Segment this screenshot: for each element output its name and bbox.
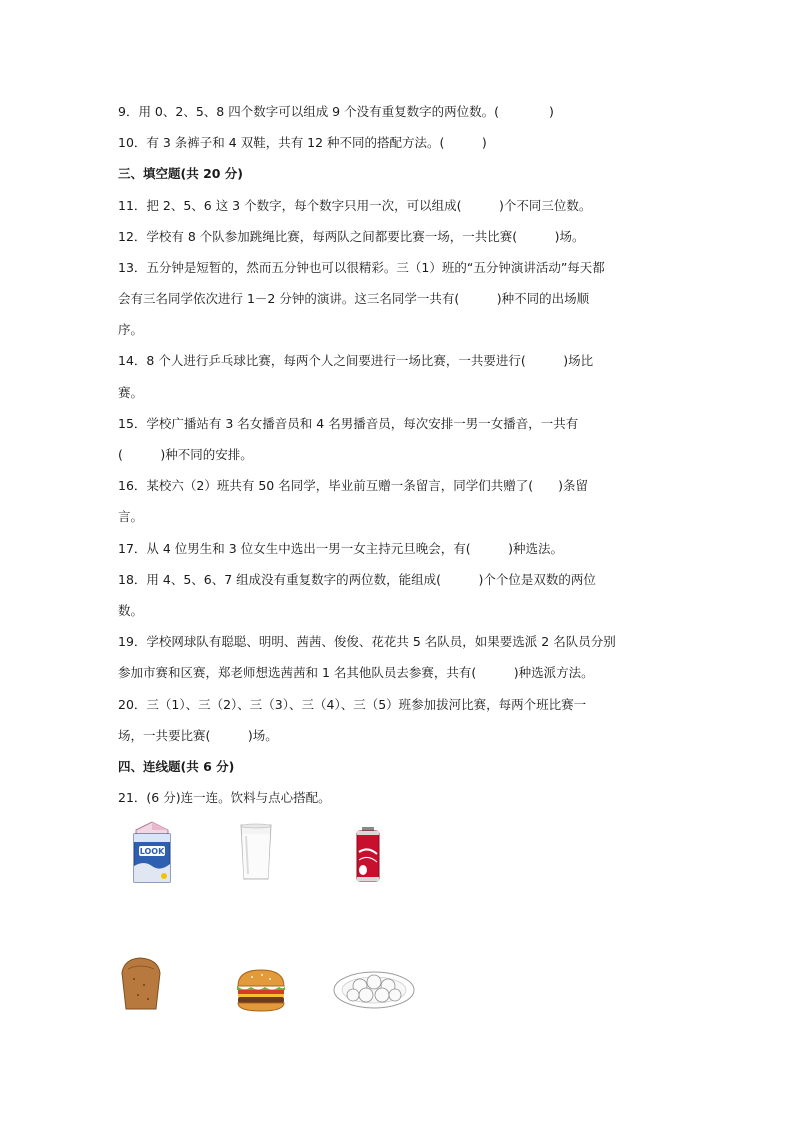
question-16-line-1: 16．某校六（2）班共有 50 名同学，毕业前互赠一条留言，同学们共赠了( )条留	[118, 478, 588, 493]
question-9: 9．用 0、2、5、8 四个数字可以组成 9 个没有重复数字的两位数。( )	[118, 104, 554, 119]
question-17: 17．从 4 位男生和 3 位女生中选出一男一女主持元旦晚会，有( )种选法。	[118, 541, 563, 556]
question-13-line-3: 序。	[118, 322, 144, 337]
question-13-line-1: 13．五分钟是短暂的，然而五分钟也可以很精彩。三（1）班的“五分钟演讲活动”每天都	[118, 260, 605, 275]
hamburger-image	[234, 966, 288, 1014]
question-14-line-2: 赛。	[118, 385, 144, 400]
milk-carton-label: LOOK	[139, 847, 165, 856]
section-heading-fill-in: 三、填空题(共 20 分)	[118, 166, 244, 181]
question-12: 12．学校有 8 个队参加跳绳比赛，每两队之间都要比赛一场，一共比赛( )场。	[118, 229, 585, 244]
milk-carton-image	[128, 820, 176, 884]
question-15-line-2: ( )种不同的安排。	[118, 447, 253, 462]
dumplings-plate-image	[332, 962, 416, 1010]
milk-glass-image	[236, 822, 276, 882]
question-19-line-2: 参加市赛和区赛，郑老师想选茜茜和 1 名其他队员去参赛，共有( )种选派方法。	[118, 665, 594, 680]
question-20-line-2: 场，一共要比赛( )场。	[118, 728, 278, 743]
question-18-line-2: 数。	[118, 603, 144, 618]
question-11: 11．把 2、5、6 这 3 个数字，每个数字只用一次，可以组成( )个不同三位数。	[118, 198, 592, 213]
question-18-line-1: 18．用 4、5、6、7 组成没有重复数字的两位数，能组成( )个个位是双数的两位	[118, 572, 596, 587]
bread-image	[118, 955, 164, 1013]
question-13-line-2: 会有三名同学依次进行 1－2 分钟的演讲。这三名同学一共有( )种不同的出场顺	[118, 291, 590, 306]
question-10: 10．有 3 条裤子和 4 双鞋，共有 12 种不同的搭配方法。( )	[118, 135, 487, 150]
question-20-line-1: 20．三（1）、三（2）、三（3）、三（4）、三（5）班参加拔河比赛，每两个班比赛一	[118, 697, 587, 712]
section-heading-matching: 四、连线题(共 6 分)	[118, 759, 235, 774]
question-19-line-1: 19．学校网球队有聪聪、明明、茜茜、俊俊、花花共 5 名队员，如果要选派 2 名队员分别	[118, 634, 616, 649]
question-16-line-2: 言。	[118, 509, 144, 524]
question-14-line-1: 14．8 个人进行乒乓球比赛，每两个人之间要进行一场比赛，一共要进行( )场比	[118, 353, 594, 368]
question-15-line-1: 15．学校广播站有 3 名女播音员和 4 名男播音员，每次安排一男一女播音，一共有	[118, 416, 579, 431]
question-21: 21．(6 分)连一连。饮料与点心搭配。	[118, 790, 331, 805]
cola-can-image	[350, 826, 386, 884]
